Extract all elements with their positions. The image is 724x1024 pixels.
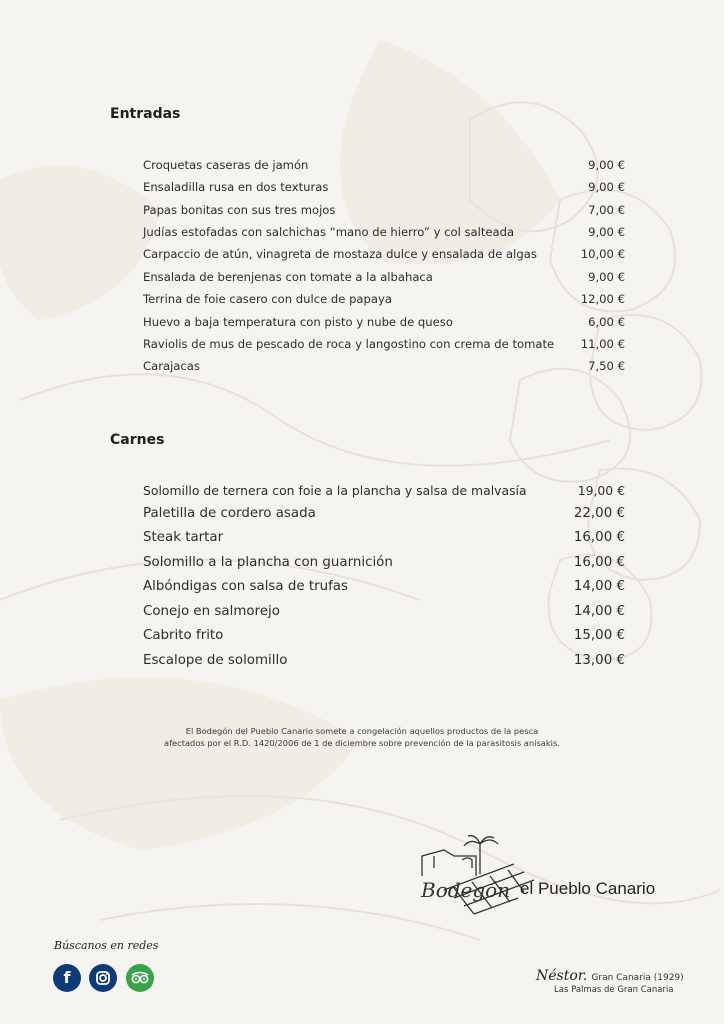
item-name: Judías estofadas con salchichas “mano de hierro” y col salteada bbox=[143, 225, 515, 239]
item-name: Terrina de foie casero con dulce de papaya bbox=[143, 292, 392, 306]
menu-item bbox=[143, 628, 625, 643]
menu-item bbox=[143, 530, 625, 545]
logo-name: el Pueblo Canario bbox=[520, 879, 656, 898]
item-price: 16,00 € bbox=[573, 530, 625, 545]
item-price: 9,00 € bbox=[588, 158, 625, 172]
item-price: 16,00 € bbox=[573, 555, 625, 570]
item-price: 14,00 € bbox=[573, 579, 625, 594]
item-price: 13,00 € bbox=[573, 653, 625, 668]
item-name: Solomillo a la plancha con guarnición bbox=[143, 555, 393, 570]
tripadvisor-icon[interactable] bbox=[126, 964, 154, 992]
item-price: 6,00 € bbox=[588, 315, 625, 329]
instagram-icon[interactable] bbox=[89, 964, 117, 992]
item-name: Carpaccio de atún, vinagreta de mostaza dulce y ensalada de algas bbox=[143, 247, 537, 261]
item-name: Steak tartar bbox=[143, 530, 224, 545]
item-price: 9,00 € bbox=[588, 225, 625, 239]
artist-signature: Néstor. bbox=[536, 968, 588, 984]
menu-item bbox=[143, 180, 625, 194]
notice-line-2: afectados por el R.D. 1420/2006 de 1 de diciembre sobre prevención de la parasitosis anisakis. bbox=[164, 738, 560, 748]
item-name: Paletilla de cordero asada bbox=[143, 506, 316, 521]
menu-item bbox=[143, 158, 625, 172]
item-name: Ensalada de berenjenas con tomate a la albahaca bbox=[143, 270, 433, 284]
menu-item bbox=[143, 203, 625, 217]
item-name: Huevo a baja temperatura con pisto y nube de queso bbox=[143, 315, 453, 329]
section-title-carnes: Carnes bbox=[110, 432, 165, 448]
item-name: Papas bonitas con sus tres mojos bbox=[143, 203, 336, 217]
menu-item bbox=[143, 653, 625, 668]
item-price: 7,50 € bbox=[588, 359, 625, 373]
item-price: 9,00 € bbox=[588, 270, 625, 284]
item-name: Croquetas caseras de jamón bbox=[143, 158, 309, 172]
menu-item bbox=[143, 247, 625, 261]
item-price: 22,00 € bbox=[573, 506, 625, 521]
credit-line-1: Gran Canaria (1929) bbox=[591, 973, 684, 983]
anisakis-notice bbox=[150, 725, 574, 749]
menu-item bbox=[143, 337, 625, 351]
menu-item bbox=[143, 315, 625, 329]
menu-item bbox=[143, 506, 625, 521]
item-price: 10,00 € bbox=[580, 247, 625, 261]
menu-item bbox=[143, 604, 625, 619]
logo-brand: Bodegón bbox=[421, 878, 511, 902]
item-name: Solomillo de ternera con foie a la plancha y salsa de malvasía bbox=[143, 483, 527, 498]
social-caption: Búscanos en redes bbox=[54, 939, 159, 952]
menu-item bbox=[143, 579, 625, 594]
menu-item bbox=[143, 483, 625, 498]
facebook-icon[interactable]: f bbox=[53, 964, 81, 992]
item-name: Cabrito frito bbox=[143, 628, 224, 643]
credit-line-2: Las Palmas de Gran Canaria bbox=[554, 985, 674, 995]
notice-line-1: El Bodegón del Pueblo Canario somete a congelación aquellos productos de la pesca bbox=[185, 726, 539, 736]
item-price: 7,00 € bbox=[588, 203, 625, 217]
section-title-entradas: Entradas bbox=[110, 106, 181, 122]
item-price: 14,00 € bbox=[573, 604, 625, 619]
item-price: 9,00 € bbox=[588, 180, 625, 194]
item-name: Carajacas bbox=[143, 359, 200, 373]
item-price: 11,00 € bbox=[580, 337, 625, 351]
menu-item bbox=[143, 292, 625, 306]
item-name: Raviolis de mus de pescado de roca y langostino con crema de tomate bbox=[143, 337, 555, 351]
menu-item bbox=[143, 555, 625, 570]
menu-item bbox=[143, 270, 625, 284]
artist-credit bbox=[536, 968, 684, 984]
item-name: Conejo en salmorejo bbox=[143, 604, 280, 619]
menu-item bbox=[143, 359, 625, 373]
item-price: 15,00 € bbox=[573, 628, 625, 643]
item-name: Albóndigas con salsa de trufas bbox=[143, 579, 348, 594]
item-price: 19,00 € bbox=[577, 483, 625, 498]
menu-item bbox=[143, 225, 625, 239]
item-name: Ensaladilla rusa en dos texturas bbox=[143, 180, 329, 194]
item-price: 12,00 € bbox=[580, 292, 625, 306]
item-name: Escalope de solomillo bbox=[143, 653, 288, 668]
